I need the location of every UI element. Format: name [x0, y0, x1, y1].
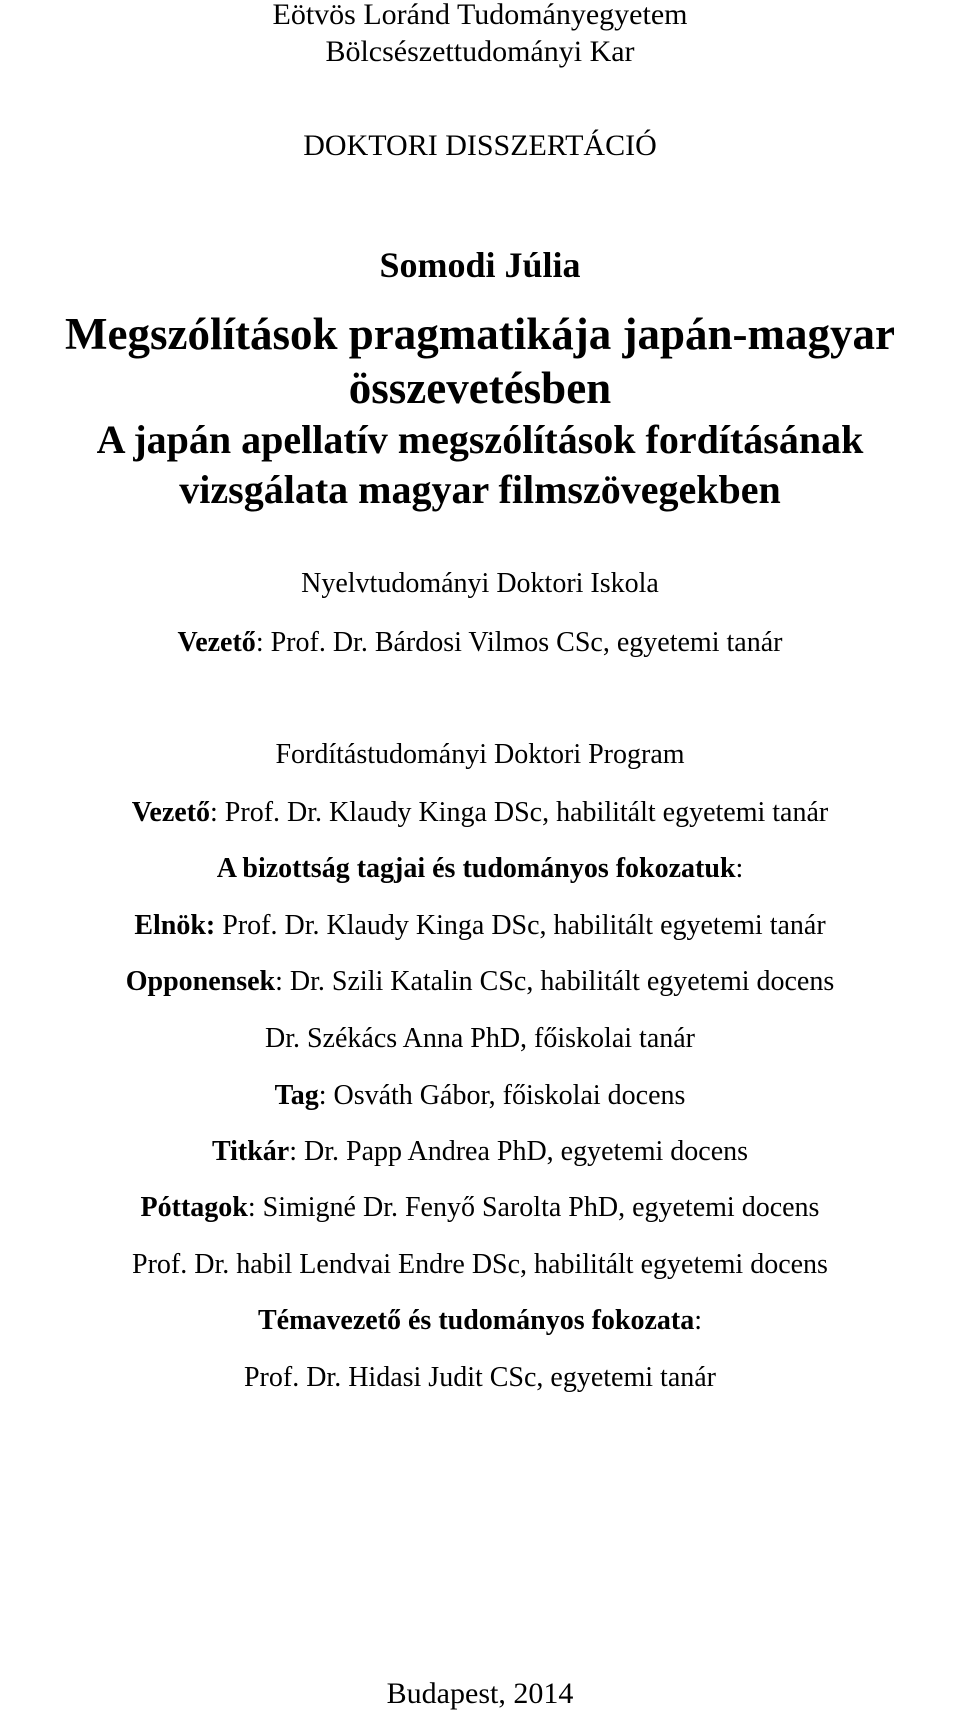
supervisor-heading	[0, 1307, 960, 1335]
title-line-1: Megszólítások pragmatikája japán-magyar	[65, 309, 895, 359]
member-value: : Osváth Gábor, főiskolai docens	[318, 1080, 686, 1111]
committee-heading-text: A bizottság tagjai és tudományos fokozatuk	[216, 853, 736, 884]
program-leader	[0, 799, 960, 827]
opponents-label: Opponensek	[125, 966, 276, 997]
doctoral-school: Nyelvtudományi Doktori Iskola	[301, 568, 659, 599]
member-label: Tag	[274, 1080, 319, 1111]
program-leader-value: : Prof. Dr. Klaudy Kinga DSc, habilitált egyetemi tanár	[210, 797, 829, 828]
chair-label: Elnök:	[134, 910, 216, 941]
school-leader-value: : Prof. Dr. Bárdosi Vilmos CSc, egyetemi tanár	[255, 627, 783, 658]
subtitle-line-1: A japán apellatív megszólítások fordításának	[96, 417, 864, 462]
supervisor-heading-colon: :	[694, 1305, 703, 1336]
supervisor-heading-text: Témavezető és tudományos fokozata	[257, 1305, 695, 1336]
substitutes-label: Póttagok	[140, 1192, 248, 1223]
chair-value: Prof. Dr. Klaudy Kinga DSc, habilitált egyetemi tanár	[215, 910, 826, 941]
program-leader-label: Vezető	[131, 797, 211, 828]
committee-heading	[0, 855, 960, 883]
committee-heading-colon: :	[735, 853, 744, 884]
committee-chair	[0, 912, 960, 940]
school-leader	[0, 629, 960, 657]
faculty-name: Bölcsészettudományi Kar	[325, 35, 635, 68]
secretary-value: : Dr. Papp Andrea PhD, egyetemi docens	[289, 1136, 749, 1167]
subtitle-line-2: vizsgálata magyar filmszövegekben	[179, 467, 781, 512]
title-line-2: összevetésben	[348, 363, 612, 413]
committee-opponents	[0, 968, 960, 996]
committee-substitute-2: Prof. Dr. habil Lendvai Endre DSc, habilitált egyetemi docens	[132, 1249, 828, 1280]
school-leader-label: Vezető	[177, 627, 256, 658]
document-type: DOKTORI DISSZERTÁCIÓ	[303, 129, 657, 162]
supervisor-name: Prof. Dr. Hidasi Judit CSc, egyetemi tanár	[243, 1362, 717, 1393]
opponents-value: : Dr. Szili Katalin CSc, habilitált egyetemi docens	[275, 966, 835, 997]
author-name: Somodi Júlia	[379, 245, 581, 285]
place-and-date: Budapest, 2014	[386, 1677, 574, 1710]
committee-opponent-2: Dr. Székács Anna PhD, főiskolai tanár	[264, 1023, 696, 1054]
committee-substitutes	[0, 1194, 960, 1222]
substitutes-value: : Simigné Dr. Fenyő Sarolta PhD, egyetemi docens	[247, 1192, 820, 1223]
university-name: Eötvös Loránd Tudományegyetem	[272, 0, 688, 31]
committee-secretary	[0, 1138, 960, 1166]
committee-member	[0, 1082, 960, 1110]
secretary-label: Titkár	[211, 1136, 290, 1167]
doctoral-program: Fordítástudományi Doktori Program	[275, 739, 685, 770]
